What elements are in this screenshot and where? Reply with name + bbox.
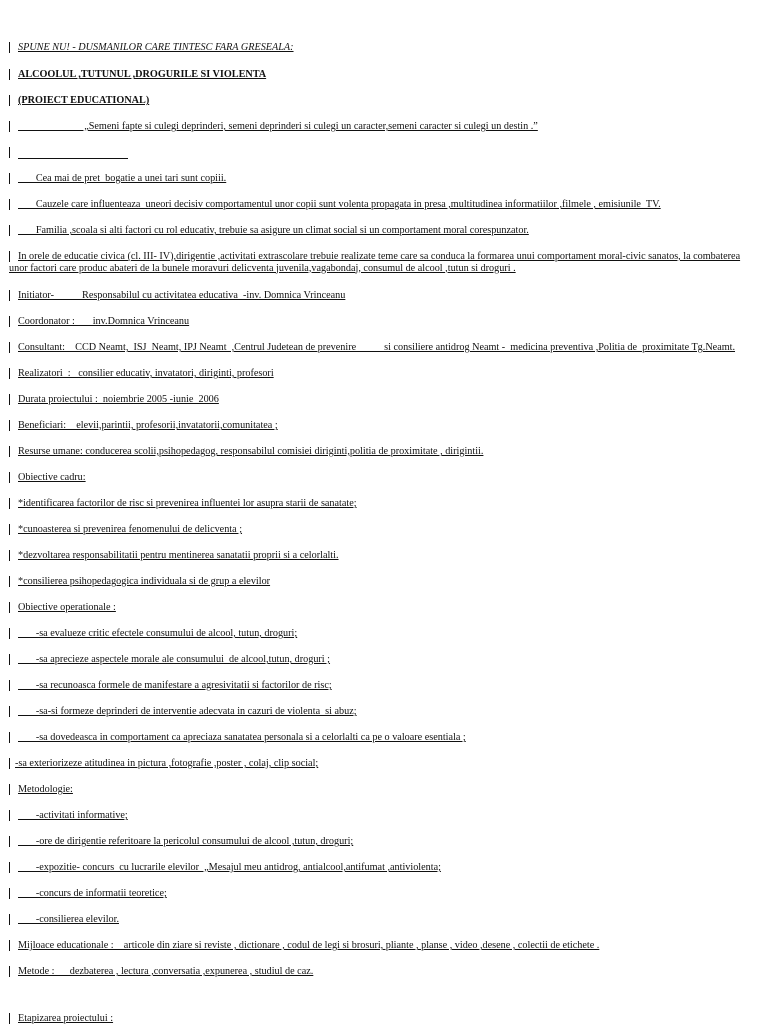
doc-line-13 (9, 368, 760, 380)
doc-line-22 (9, 602, 760, 614)
doc-heading-slogan: SPUNE NU! - DUSMANILOR CARE TINTESC FARA GRESEALA: (18, 42, 294, 53)
doc-line-20 (9, 550, 760, 562)
margin-bar (9, 121, 10, 132)
doc-line-28 (9, 758, 760, 770)
doc-line-5 (9, 147, 760, 159)
doc-list-item: -expozitie- concurs cu lucrarile elevilor „Mesajul meu antidrog, antialcool,antifumat ,antiviolenta; (18, 862, 441, 873)
doc-line-33 (9, 888, 760, 900)
margin-bar (9, 316, 10, 327)
doc-line-15 (9, 420, 760, 432)
margin-bar (9, 628, 10, 639)
doc-list-item: *cunoasterea si prevenirea fenomenului de delicventa ; (18, 524, 243, 535)
doc-list-item: -sa aprecieze aspectele morale ale consumului de alcool,tutun, droguri ; (18, 654, 331, 665)
doc-line-25 (9, 680, 760, 692)
margin-bar (9, 758, 10, 769)
margin-bar (9, 550, 10, 561)
doc-list-item: -sa dovedeasca in comportament ca apreciaza sanatatea personala si a celorlalti ca pe o valoare esentiala ; (18, 732, 466, 743)
doc-field-methods: Metode : dezbaterea , lectura ,conversatia ,expunerea , studiul de caz. (18, 966, 314, 977)
margin-bar (9, 602, 10, 613)
margin-bar (9, 69, 10, 80)
margin-bar (9, 147, 10, 158)
doc-line-10 (9, 290, 760, 302)
doc-title: ALCOOLUL ,TUTUNUL ,DROGURILE SI VIOLENTA (18, 69, 267, 80)
margin-bar (9, 225, 10, 236)
doc-list-item: -sa evalueze critic efectele consumului de alcool, tutun, droguri; (18, 628, 298, 639)
margin-bar (9, 95, 10, 106)
doc-paragraph: Cea mai de pret bogatie a unei tari sunt copiii. (18, 173, 227, 184)
margin-bar (9, 173, 10, 184)
margin-bar (9, 784, 10, 795)
doc-list-item: -activitati informative; (18, 810, 128, 821)
doc-line-36 (9, 966, 760, 978)
doc-paragraph: Familia ,scoala si alti factori cu rol educativ, trebuie sa asigure un climat social si un comportament moral corespunzator. (18, 225, 529, 236)
doc-line-16 (9, 446, 760, 458)
doc-line-32 (9, 862, 760, 874)
doc-line-21 (9, 576, 760, 588)
margin-bar (9, 940, 10, 951)
doc-field-coordinator: Coordonator : inv.Domnica Vrinceanu (18, 316, 190, 327)
doc-field-beneficiaries: Beneficiari: elevii,parintii, profesorii,invatatorii,comunitatea ; (18, 420, 278, 431)
margin-bar (9, 888, 10, 899)
doc-list-item: -ore de dirigentie referitoare la pericolul consumului de alcool ,tutun, droguri; (18, 836, 354, 847)
doc-line-2 (9, 69, 760, 81)
margin-bar (9, 290, 10, 301)
doc-line-27 (9, 732, 760, 744)
doc-line-18 (9, 498, 760, 510)
doc-motto: „Semeni fapte si culegi deprinderi, semeni deprinderi si culegi un caracter,semeni caracter si culegi un destin .” (18, 121, 538, 132)
doc-list-item: -sa exteriorizeze atitudinea in pictura ,fotografie ,poster , colaj, clip social; (15, 758, 319, 769)
doc-line-12 (9, 342, 760, 354)
doc-line-4 (9, 121, 760, 133)
doc-list-item: -sa-si formeze deprinderi de interventie adecvata in cazuri de violenta si abuz; (18, 706, 357, 717)
doc-line-24 (9, 654, 760, 666)
doc-paragraph: In orele de educatie civica (cl. III- IV),dirigentie ,activitati extrascolare trebuie realizate teme care sa conduca la formarea unui comportament moral-civic sanatos, la combaterea unor factori care produc abateri de la bunele moravuri delicventa juvenila,vagabondaj, consumul de alcool ,tutun si droguri . (9, 251, 741, 274)
doc-paragraph: Cauzele care influenteaza uneori decisiv comportamentul unor copii sunt volenta propagata in presa ,multitudinea informatiilor ,filmele , emisiunile TV. (18, 199, 661, 210)
margin-bar (9, 472, 10, 483)
doc-field-realizers: Realizatori : consilier educativ, invatatori, diriginti, profesori (18, 368, 274, 379)
doc-list-item: -consilierea elevilor. (18, 914, 119, 925)
doc-line-7 (9, 199, 760, 211)
margin-bar (9, 706, 10, 717)
doc-field-means: Mijloace educationale : articole din ziare si reviste , dictionare , codul de legi si brosuri, pliante , planse , video ,desene , colectii de etichete . (18, 940, 600, 951)
doc-line-35 (9, 940, 760, 952)
doc-line-34 (9, 914, 760, 926)
doc-line-9 (9, 251, 760, 274)
margin-bar (9, 914, 10, 925)
doc-line-14 (9, 394, 760, 406)
doc-field-resources: Resurse umane: conducerea scolii,psihopedagog, responsabilul comisiei diriginti,politia de proximitate , dirigintii. (18, 446, 484, 457)
doc-line-29 (9, 784, 760, 796)
doc-section-heading: Metodologie: (18, 784, 73, 795)
margin-bar (9, 342, 10, 353)
doc-line-6 (9, 173, 760, 185)
doc-field-initiator: Initiator- Responsabilul cu activitatea educativa -inv. Domnica Vrinceanu (18, 290, 346, 301)
margin-bar (9, 576, 10, 587)
doc-line-8 (9, 225, 760, 237)
margin-bar (9, 420, 10, 431)
doc-line-1 (9, 42, 760, 54)
doc-line-19 (9, 524, 760, 536)
doc-line-11 (9, 316, 760, 328)
doc-field-duration: Durata proiectului : noiembrie 2005 -iunie 2006 (18, 394, 219, 405)
doc-list-item: *consilierea psihopedagogica individuala si de grup a elevilor (18, 576, 271, 587)
margin-bar (9, 862, 10, 873)
margin-bar (9, 251, 10, 262)
margin-bar (9, 966, 10, 977)
margin-bar (9, 42, 10, 53)
margin-bar (9, 498, 10, 509)
doc-list-item: *identificarea factorilor de risc si prevenirea influentei lor asupra starii de sanatate; (18, 498, 357, 509)
margin-bar (9, 199, 10, 210)
doc-line-30 (9, 810, 760, 822)
doc-list-item: -concurs de informatii teoretice; (18, 888, 167, 899)
doc-line-17 (9, 472, 760, 484)
doc-list-item: *dezvoltarea responsabilitatii pentru mentinerea sanatatii proprii si a celorlalti. (18, 550, 339, 561)
doc-line-26 (9, 706, 760, 718)
margin-bar (9, 836, 10, 847)
doc-line-31 (9, 836, 760, 848)
doc-section-heading: Obiective operationale : (18, 602, 116, 613)
margin-bar (9, 732, 10, 743)
margin-bar (9, 394, 10, 405)
doc-field-consultant: Consultant: CCD Neamt, ISJ Neamt, IPJ Neamt ,Centrul Judetean de prevenire si consiliere antidrog Neamt - medicina preventiva ,Politia de proximitate Tg.Neamt. (18, 342, 736, 353)
margin-bar (9, 1013, 10, 1024)
doc-section-heading: Etapizarea proiectului : (18, 1013, 114, 1024)
margin-bar (9, 368, 10, 379)
doc-list-item: -sa recunoasca formele de manifestare a agresivitatii si factorilor de risc; (18, 680, 332, 691)
doc-line-37 (9, 1013, 760, 1025)
doc-line-3 (9, 95, 760, 107)
doc-subtitle: (PROIECT EDUCATIONAL) (18, 95, 150, 106)
margin-bar (9, 654, 10, 665)
blank-underline (18, 149, 128, 159)
doc-section-heading: Obiective cadru: (18, 472, 86, 483)
margin-bar (9, 446, 10, 457)
margin-bar (9, 524, 10, 535)
margin-bar (9, 680, 10, 691)
doc-line-23 (9, 628, 760, 640)
margin-bar (9, 810, 10, 821)
